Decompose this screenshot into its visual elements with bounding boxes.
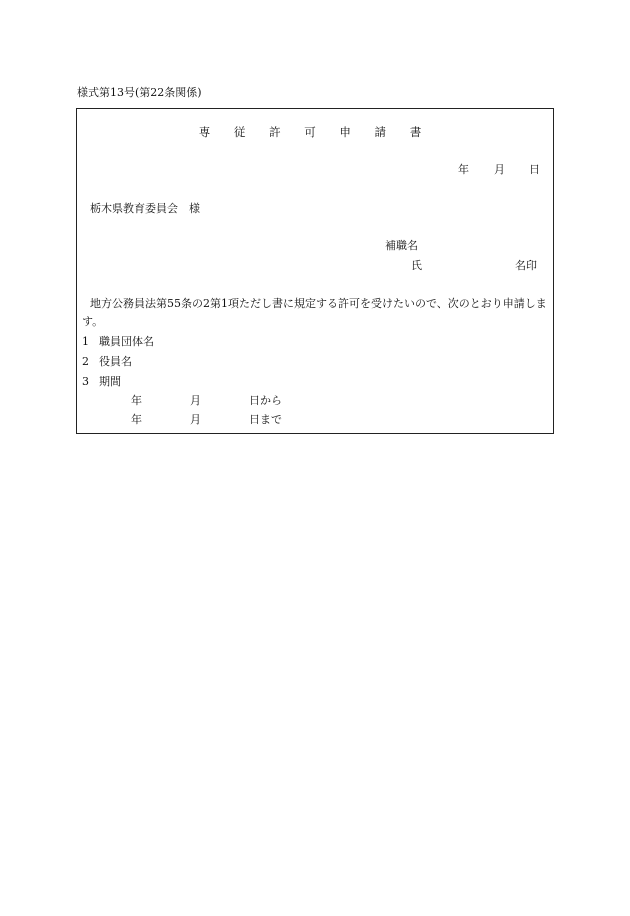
period-start-month: 月 — [190, 394, 201, 407]
seal-label: 名印 — [515, 259, 537, 272]
date-month-label: 月 — [494, 163, 505, 176]
period-start-year: 年 — [131, 394, 142, 407]
item-number: 3 — [82, 375, 89, 388]
item-label: 職員団体名 — [99, 335, 154, 348]
application-form — [76, 108, 554, 434]
date-year-label: 年 — [458, 163, 469, 176]
period-start-day: 日から — [249, 394, 282, 407]
item-label: 役員名 — [99, 355, 132, 368]
period-end-month: 月 — [190, 413, 201, 426]
period-end-year: 年 — [131, 413, 142, 426]
item-organization — [82, 333, 154, 349]
date-day-label: 日 — [529, 163, 540, 176]
addressee: 栃木県教育委員会 様 — [90, 202, 200, 215]
period-end-day: 日まで — [249, 413, 282, 426]
request-statement: 地方公務員法第55条の2第1項ただし書に規定する許可を受けたいので、次のとおり申請します。 — [82, 297, 547, 328]
item-label: 期間 — [99, 375, 121, 388]
form-number: 様式第13号(第22条関係) — [77, 86, 202, 99]
item-officer — [82, 353, 132, 369]
item-number: 1 — [82, 335, 89, 348]
item-period — [82, 373, 121, 389]
applicant-name-label: 氏 — [411, 259, 422, 272]
item-number: 2 — [82, 355, 89, 368]
form-title: 専 従 許 可 申 請 書 — [198, 125, 432, 139]
affiliation-label: 補職名 — [385, 239, 418, 252]
